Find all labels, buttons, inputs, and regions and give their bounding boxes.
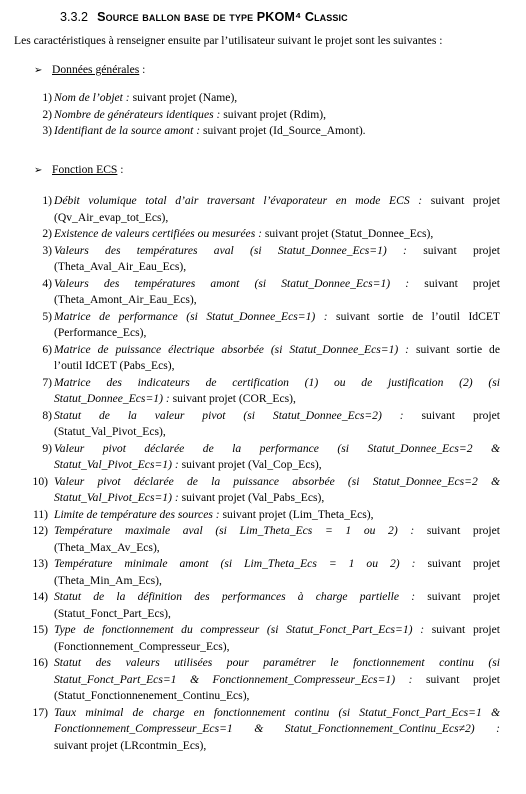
list-item: 14) Statut de la définition des performances à charge partielle : suivant projet (Statut_Fonct_Part_Ecs), (32, 590, 500, 620)
list-item: 4) Valeurs des températures amont (si Statut_Donnee_Ecs=1) : suivant projet (Theta_Amont_Air_Eau_Ecs), (42, 276, 500, 306)
list-item: 15) Type de fonctionnement du compresseur (si Statut_Fonct_Part_Ecs=1) : suivant projet (Fonctionnement_Compresseur_Ecs), (32, 623, 500, 653)
list-item: 2) Existence de valeurs certifiées ou mesurées : suivant projet (Statut_Donnee_Ecs), (42, 227, 434, 240)
subsection-label: Données générales (52, 63, 140, 76)
arrow-bullet-icon: ➢ (34, 165, 43, 176)
arrow-bullet-icon: ➢ (34, 65, 43, 76)
list-item: 12) Température maximale aval (si Lim_Theta_Ecs = 1 ou 2) : suivant projet (Theta_Max_Av_Ecs), (32, 524, 500, 554)
section-heading (60, 10, 348, 25)
list-item: 10) Valeur pivot déclarée de la puissance absorbée (si Statut_Donnee_Ecs=2 & Statut_Val_Pivot_Ecs=1) : suivant projet (Val_Pabs_Ecs), (32, 474, 500, 504)
list-item: 3) Identifiant de la source amont : suivant projet (Id_Source_Amont). (42, 124, 366, 137)
list-item: 1) Nom de l’objet : suivant projet (Name), (42, 91, 238, 104)
subsection-ecs: ➢ Fonction ECS : (34, 163, 124, 176)
subsection-general: ➢ Données générales : (34, 63, 146, 76)
list-item: 16) Statut des valeurs utilisées pour paramétrer le fonctionnement continu (si Statut_Fonct_Part_Ecs=1 & Fonctionnement_Compresseur_Ecs=1) : suivant projet (Statut_Fonctionnenement_Continu_Ecs), (32, 656, 500, 702)
list-item: 6) Matrice de puissance électrique absorbée (si Statut_Donnee_Ecs=1) : suivant sortie de l’outil IdCET (Pabs_Ecs), (42, 342, 500, 372)
list-item: 9) Valeur pivot déclarée de la performance (si Statut_Donnee_Ecs=2 & Statut_Val_Pivot_Ecs=1) : suivant projet (Val_Cop_Ecs), (42, 441, 500, 471)
list-item: 17) Taux minimal de charge en fonctionnement continu (si Statut_Fonct_Part_Ecs=1 & Fonctionnement_Compresseur_Ecs=1 & Statut_Fonctionnement_Continu_Ecs≠2) : suivant projet (LRcontmin_Ecs), (32, 705, 500, 752)
list-item: 13) Température minimale amont (si Lim_Theta_Ecs = 1 ou 2) : suivant projet (Theta_Min_Am_Ecs), (32, 557, 500, 587)
list-item: 8) Statut de la valeur pivot (si Statut_Donnee_Ecs=2) : suivant projet (Statut_Val_Pivot_Ecs), (42, 408, 500, 438)
list-item: 3) Valeurs des températures aval (si Statut_Donnee_Ecs=1) : suivant projet (Theta_Aval_Air_Eau_Ecs), (42, 243, 500, 273)
ecs-list (30, 193, 500, 754)
list-item: 11) Limite de température des sources : suivant projet (Lim_Theta_Ecs), (32, 507, 374, 521)
list-item: 1) Débit volumique total d’air traversant l’évaporateur en mode ECS : suivant projet (Qv_Air_evap_tot_Ecs), (42, 194, 500, 224)
list-item: 7) Matrice des indicateurs de certification (1) ou de justification (2) (si Statut_Donnee_Ecs=1) : suivant projet (COR_Ecs), (42, 375, 500, 405)
section-title: Source ballon base de type PKOM⁴ Classic (97, 10, 348, 24)
general-list (30, 90, 500, 140)
list-item: 2) Nombre de générateurs identiques : suivant projet (Rdim), (42, 107, 326, 121)
subsection-label: Fonction ECS (52, 163, 118, 176)
intro-paragraph: Les caractéristiques à renseigner ensuite par l’utilisateur suivant le projet sont les suivantes : (14, 34, 443, 47)
section-number: 3.3.2 (60, 10, 89, 24)
list-item: 5) Matrice de performance (si Statut_Donnee_Ecs=1) : suivant sortie de l’outil IdCET (Performance_Ecs), (42, 309, 500, 339)
